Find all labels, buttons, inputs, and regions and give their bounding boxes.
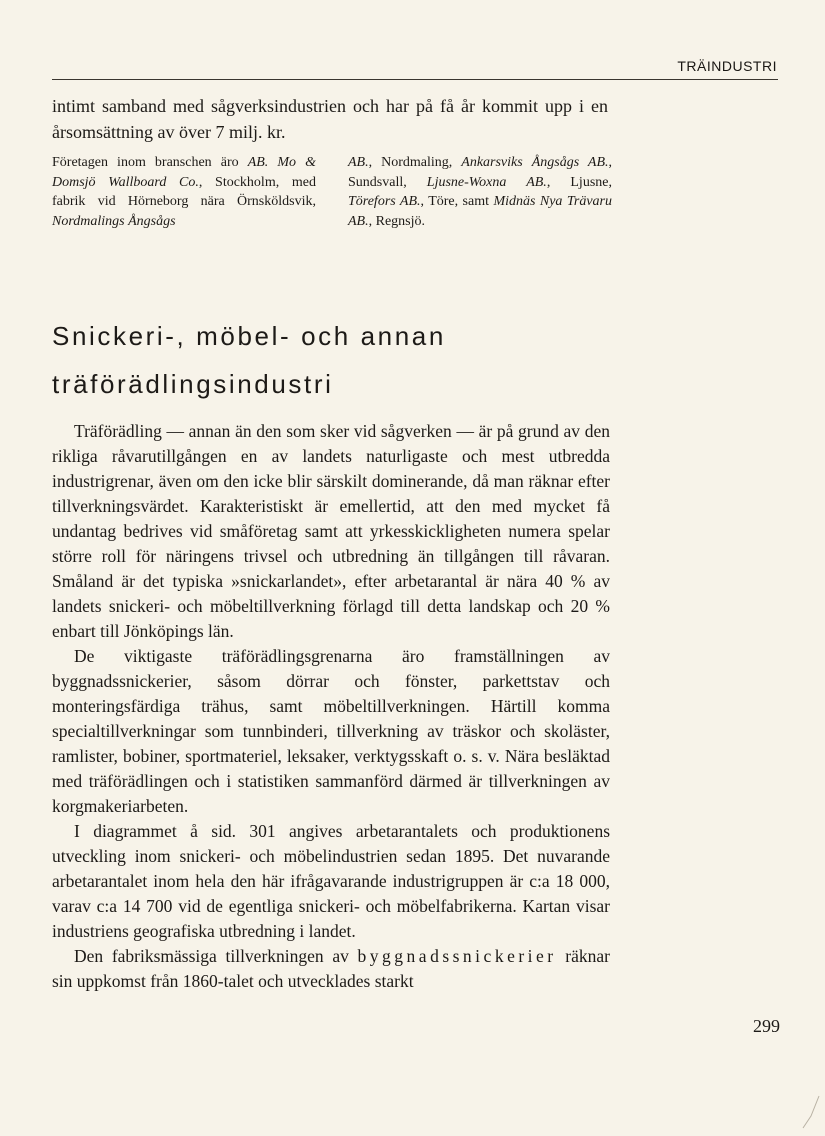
company-list <box>52 153 612 231</box>
company-list-text: , Nordmaling, <box>368 155 462 170</box>
paragraph-4 <box>52 944 610 994</box>
paragraph-4-end: räknar sin uppkomst från 1860-talet och utvecklades starkt <box>52 946 610 991</box>
lead-paragraph: intimt samband med sågverksindustrien och har på få år kommit upp i en årsomsättning av över 7 milj. kr. <box>52 96 608 142</box>
running-head: TRÄINDUSTRI <box>677 58 777 74</box>
company-name: AB. <box>348 155 369 170</box>
company-list-column-2 <box>348 153 612 231</box>
company-name: Törefors AB. <box>348 194 421 209</box>
page-number: 299 <box>753 1016 780 1036</box>
section-title: Snickeri-, möbel- och annan träförädlingsindustri <box>52 321 446 399</box>
paragraph-2: De viktigaste träförädlingsgrenarna äro framställningen av byggnadssnickerier, såsom dörrar och fönster, parkettstav och monteringsfärdiga trähus, samt möbeltillverkningen. Härtill komma specialtillverkningar som tunnbinderi, tillverkning av träskor och skoläster, ramlister, bobiner, sportmateriel, leksaker, verktygsskaft o. s. v. Nära besläktad med träförädlingen och i statistiken sammanförd därmed är tillverkningen av korgmakeriarbeten. <box>52 646 610 816</box>
company-list-text: , Regnsjö. <box>368 213 425 229</box>
header-rule <box>52 79 778 80</box>
company-list-text: , Töre, samt <box>420 194 494 209</box>
company-list-text: , Ljusne, <box>546 174 612 190</box>
company-name: Nordmalings Ångsågs <box>52 213 176 229</box>
paragraph-1: Träförädling — annan än den som sker vid sågverken — är på grund av den rikliga råvarutillgången en av landets naturligaste och mest utbredda industrigrenar, även om den icke blir särskilt dominerande, då man räknar efter tillverkningsvärdet. Karakteristiskt är emellertid, att den med mycket få undantag bedrives vid småföretag samt att yrkesskickligheten numera spelar större roll för näringens trivsel och utbredning än tillgången till råvaran. Småland är det typiska »snickarlandet», efter arbetarantal är nära 40 % av landets snickeri- och möbeltillverkning förlagd till detta landskap och 20 % enbart till Jönköpings län. <box>52 421 610 641</box>
company-name: AB. Mo & Domsjö Wallboard Co. <box>52 155 317 190</box>
company-list-text: , Sundsvall, <box>348 155 612 190</box>
paragraph-4-emphasis: byggnadssnickerier <box>357 946 557 966</box>
company-name: Ankarsviks Ångsågs AB. <box>461 155 609 170</box>
company-list-column-1 <box>52 153 316 231</box>
company-name: Ljusne-Woxna AB. <box>426 174 547 190</box>
page-corner-mark <box>799 1094 821 1130</box>
paragraph-4-start: Den fabriksmässiga tillverkningen av <box>74 946 358 966</box>
body-text <box>52 419 610 994</box>
company-name: Midnäs Nya Trävaru AB. <box>348 194 612 229</box>
company-list-text: Företagen inom branschen äro <box>52 155 248 170</box>
company-list-text: , Stockholm, med fabrik vid Hörneborg nära Örnsköldsvik, <box>52 174 316 209</box>
paragraph-3: I diagrammet å sid. 301 angives arbetarantalets och produktionens utveckling inom snickeri- och möbelindustrien sedan 1895. Det nuvarande arbetarantalet inom hela den här ifrågavarande industrigruppen är c:a 18 000, varav c:a 14 700 vid de egentliga snickeri- och möbelfabrikerna. Kartan visar industriens geografiska utbredning i landet. <box>52 821 610 941</box>
